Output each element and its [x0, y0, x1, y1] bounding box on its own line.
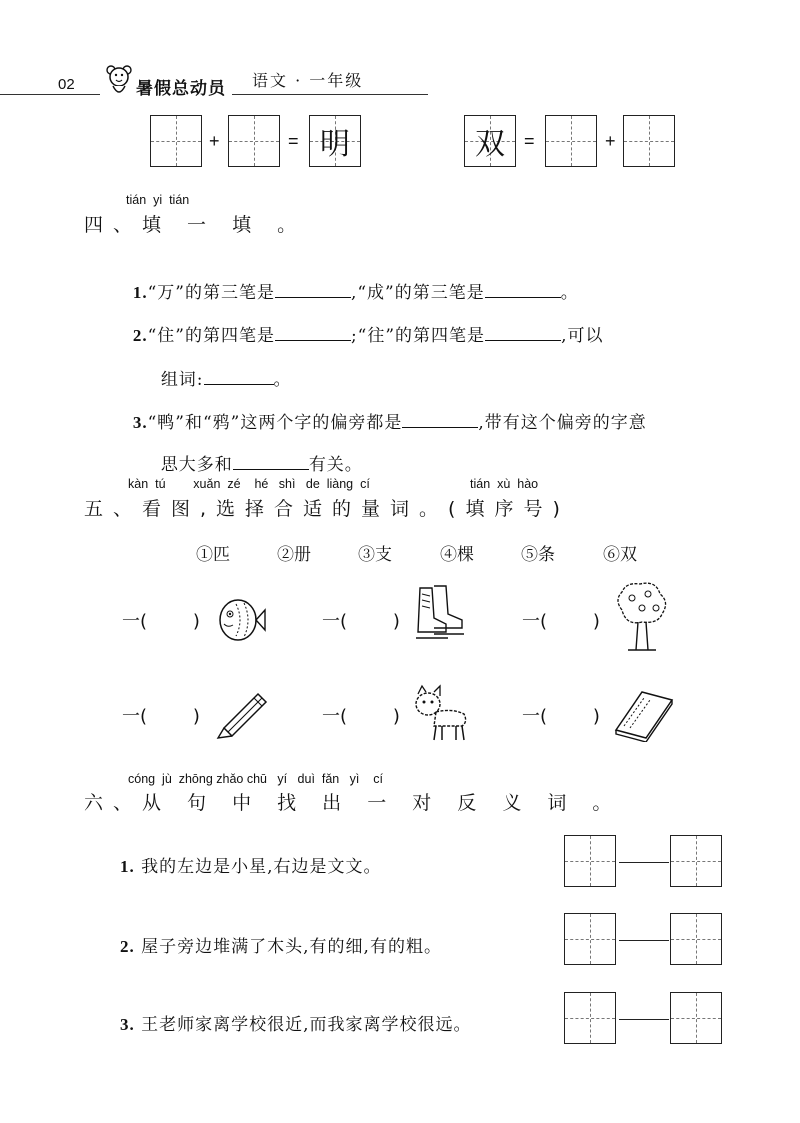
char-box-ming: 明: [309, 115, 361, 167]
book-picture: [612, 686, 676, 746]
answer-blank[interactable]: [233, 453, 309, 470]
section6-title: 六、从 句 中 找 出 一 对 反 义 词 。: [84, 792, 622, 814]
brand-title: 暑假总动员: [136, 79, 226, 99]
header-rule-right: [232, 94, 428, 95]
char-box[interactable]: [150, 115, 202, 167]
header-rule-left: [0, 94, 100, 95]
antonym-box-right[interactable]: [670, 913, 722, 965]
s6-item1: 1. 我的左边是小星,右边是文文。: [120, 857, 382, 877]
s4-item2: 2.“住”的第四笔是 ;“往”的第四笔是 ,可以: [132, 326, 604, 346]
fish-picture: [214, 594, 266, 650]
option-3: ③支: [358, 545, 392, 565]
s4-item2-cont: 组词: 。: [160, 370, 292, 390]
antonym-dash: [619, 862, 669, 863]
measure-blank-tree[interactable]: 一( ): [522, 611, 600, 632]
char-box-shuang: 双: [464, 115, 516, 167]
section5-pinyin: kàn tú xuǎn zé hé shì de liàng cí: [128, 477, 370, 491]
option-2: ②册: [277, 545, 311, 565]
section4-pinyin: tián yi tián: [126, 193, 190, 207]
page-number: 02: [58, 76, 75, 93]
measure-blank-fish[interactable]: 一( ): [122, 611, 200, 632]
pony-picture: [412, 682, 472, 748]
answer-blank[interactable]: [485, 281, 561, 298]
subject-grade: 语文 · 一年级: [252, 71, 364, 90]
equals-sign: =: [288, 131, 299, 151]
plus-sign: +: [209, 131, 220, 151]
s6-item3: 3. 王老师家离学校很近,而我家离学校很远。: [120, 1015, 472, 1035]
antonym-box-left[interactable]: [564, 835, 616, 887]
measure-blank-skates[interactable]: 一( ): [322, 611, 400, 632]
antonym-dash: [619, 1019, 669, 1020]
pencil-picture: [214, 688, 270, 744]
tree-picture: [612, 580, 670, 660]
plus-sign: +: [605, 131, 616, 151]
char-box[interactable]: [545, 115, 597, 167]
answer-blank[interactable]: [275, 281, 351, 298]
ice-skates-picture: [412, 584, 468, 652]
answer-blank[interactable]: [204, 368, 274, 385]
antonym-box-left[interactable]: [564, 913, 616, 965]
option-4: ④棵: [440, 545, 474, 565]
equals-sign: =: [524, 131, 535, 151]
section5-pinyin-b: tián xù hào: [470, 477, 539, 491]
s6-item2: 2. 屋子旁边堆满了木头,有的细,有的粗。: [120, 937, 442, 957]
antonym-box-right[interactable]: [670, 992, 722, 1044]
antonym-dash: [619, 940, 669, 941]
option-1: ①匹: [196, 545, 230, 565]
s4-item3: 3.“鸭”和“鸦”这两个字的偏旁都是 ,带有这个偏旁的字意: [132, 413, 647, 433]
antonym-box-left[interactable]: [564, 992, 616, 1044]
answer-blank[interactable]: [485, 324, 561, 341]
antonym-box-right[interactable]: [670, 835, 722, 887]
section5-title: 五、看图,选择合适的量词。(填序号): [84, 498, 570, 520]
s4-item1: 1.“万”的第三笔是 ,“成”的第三笔是 。: [132, 283, 579, 303]
bear-mascot-icon: [104, 62, 134, 100]
section6-pinyin: cóng jù zhōng zhǎo chū yí duì fǎn yì cí: [128, 772, 384, 786]
measure-blank-pencil[interactable]: 一( ): [122, 706, 200, 727]
char-box[interactable]: [623, 115, 675, 167]
section4-title: 四、填 一 填 。: [84, 214, 307, 236]
measure-blank-book[interactable]: 一( ): [522, 706, 600, 727]
option-6: ⑥双: [603, 545, 637, 565]
measure-blank-pony[interactable]: 一( ): [322, 706, 400, 727]
s4-item3-cont: 思大多和 有关。: [160, 455, 363, 475]
answer-blank[interactable]: [275, 324, 351, 341]
char-box[interactable]: [228, 115, 280, 167]
option-5: ⑤条: [521, 545, 555, 565]
answer-blank[interactable]: [402, 411, 478, 428]
